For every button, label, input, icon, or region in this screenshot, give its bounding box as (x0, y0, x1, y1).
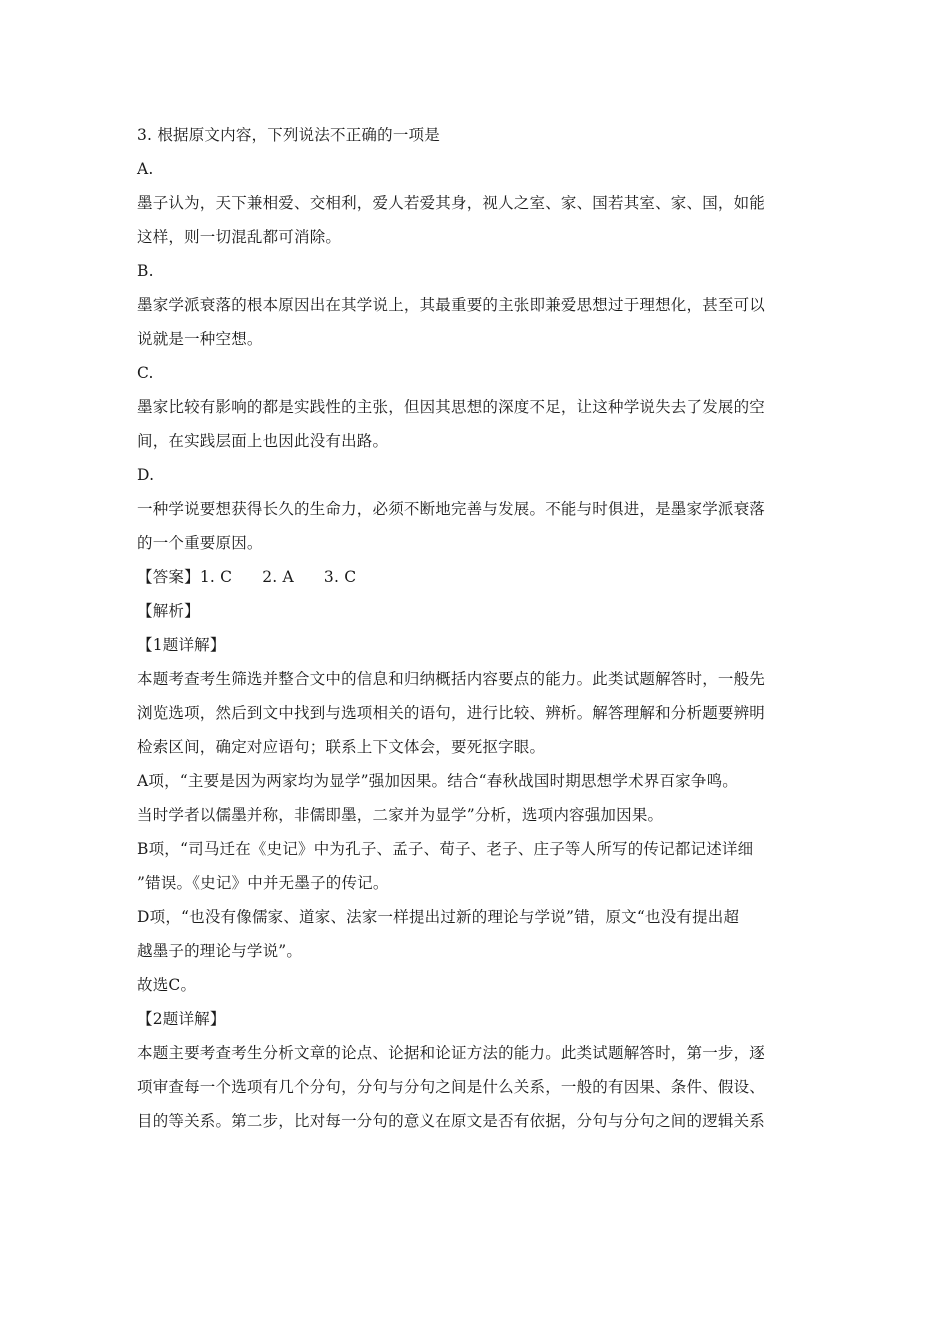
q1-detail-line: A项，“主要是因为两家均为显学”强加因果。结合“春秋战国时期思想学术界百家争鸣。 (137, 772, 738, 790)
q2-detail-title: 【2题详解】 (137, 1010, 226, 1028)
q1-detail-line: B项，“司马迁在《史记》中为孔子、孟子、荀子、老子、庄子等人所写的传记都记述详细 (137, 840, 754, 858)
answer-1: 1. C (199, 568, 233, 586)
option-d-text-line: 一种学说要想获得长久的生命力，必须不断地完善与发展。不能与时俱进，是墨家学派衰落 (137, 500, 766, 518)
q1-detail-line: 当时学者以儒墨并称，非儒即墨，二家并为显学”分析，选项内容强加因果。 (137, 806, 664, 824)
q1-detail-line: 检索区间，确定对应语句；联系上下文体会，要死抠字眼。 (137, 738, 546, 756)
option-d-text-line: 的一个重要原因。 (137, 534, 263, 552)
option-a-text-line: 墨子认为，天下兼相爱、交相利，爱人若爱其身，视人之室、家、国若其室、家、国，如能 (137, 194, 766, 212)
option-b-text-line: 说就是一种空想。 (137, 330, 263, 348)
option-a-text-line: 这样，则一切混乱都可消除。 (137, 228, 342, 246)
q1-detail-title: 【1题详解】 (137, 636, 226, 654)
q1-detail-line: 本题考查考生筛选并整合文中的信息和归纳概括内容要点的能力。此类试题解答时，一般先 (137, 670, 766, 688)
q1-detail-line: D项，“也没有像儒家、道家、法家一样提出过新的理论与学说”错，原文“也没有提出超 (137, 908, 740, 926)
option-c-text-line: 间，在实践层面上也因此没有出路。 (137, 432, 389, 450)
option-c-letter: C. (137, 364, 154, 382)
option-a-letter: A. (137, 160, 154, 178)
q2-detail-line: 本题主要考查考生分析文章的论点、论据和论证方法的能力。此类试题解答时，第一步，逐 (137, 1044, 766, 1062)
question-3-stem: 3. 根据原文内容，下列说法不正确的一项是 (137, 126, 440, 144)
option-d-letter: D. (137, 466, 155, 484)
answer-2: 2. A (262, 568, 294, 586)
option-c-text-line: 墨家比较有影响的都是实践性的主张，但因其思想的深度不足，让这种学说失去了发展的空 (137, 398, 766, 416)
answer-line (137, 560, 817, 594)
option-b-letter: B. (137, 262, 154, 280)
q1-detail-line: 故选C。 (137, 976, 197, 994)
q1-detail-line: 越墨子的理论与学说”。 (137, 942, 303, 960)
q2-detail-line: 目的等关系。第二步，比对每一分句的意义在原文是否有依据，分句与分句之间的逻辑关系 (137, 1112, 766, 1130)
answer-3: 3. C (323, 568, 357, 586)
analysis-label: 【解析】 (137, 602, 200, 620)
q1-detail-line: 浏览选项，然后到文中找到与选项相关的语句，进行比较、辨析。解答理解和分析题要辨明 (137, 704, 766, 722)
document-page (137, 118, 817, 1138)
option-b-text-line: 墨家学派衰落的根本原因出在其学说上，其最重要的主张即兼爱思想过于理想化，甚至可以 (137, 296, 766, 314)
answer-label: 【答案】 (137, 568, 200, 586)
q2-detail-line: 项审查每一个选项有几个分句，分句与分句之间是什么关系，一般的有因果、条件、假设、 (137, 1078, 766, 1096)
q1-detail-line: ”错误。《史记》中并无墨子的传记。 (137, 874, 389, 892)
